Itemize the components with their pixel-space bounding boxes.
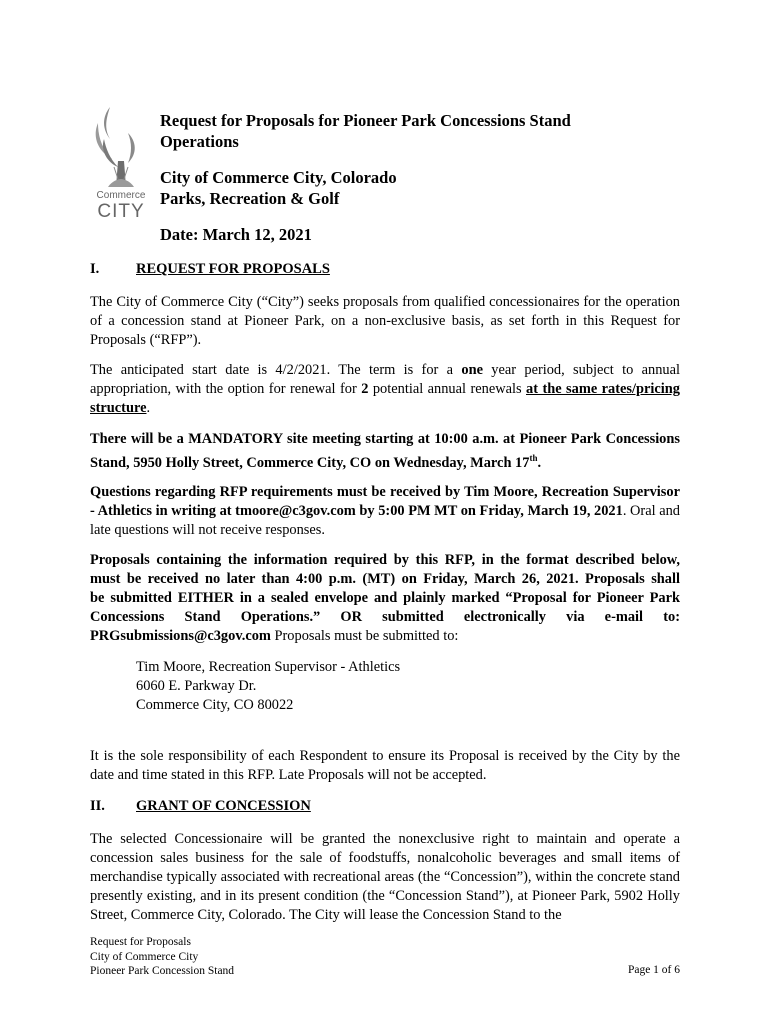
org-line-2: Parks, Recreation & Golf [160, 189, 340, 208]
org-line-1: City of Commerce City, Colorado [160, 168, 397, 187]
submission-instructions: Proposals containing the information required by this RFP, in the format described below, must be received no later than 4:00 p.m. (MT) on Friday, March 26, 2021. Proposals shall be submitted EITHER in a sealed envelope and plainly marked “Proposal for Pioneer Park Concessions Stand Operations.” OR submitted electronically via e-mail to: PRGsubmissions@c3gov.com Proposals must be submitted to: [90, 552, 680, 644]
commerce-city-logo [88, 103, 154, 225]
section-1-paragraph-2: The anticipated start date is 4/2/2021. The term is for a one year period, subject to annual appropriation, with the option for renewal for 2 potential annual renewals at the same rates/pricing structure. [90, 362, 680, 416]
page-footer: Request for Proposals City of Commerce City Pioneer Park Concession Stand [90, 936, 235, 977]
title-line-1: Request for Proposals for Pioneer Park Concessions Stand [160, 111, 571, 130]
section-1-title: REQUEST FOR PROPOSALS [136, 261, 330, 277]
address-line-2: 6060 E. Parkway Dr. [136, 678, 257, 694]
section-1-number: I. [90, 261, 100, 277]
document-date: Date: March 12, 2021 [160, 225, 312, 244]
section-2-paragraph-1: The selected Concessionaire will be granted the nonexclusive right to maintain and operate a concession sales business for the sale of foodstuffs, nonalcoholic beverages and small items of merchandise typically associated with recreational areas (the “Concession”), within the concrete stand presently existing, and in its present condition (the “Concession Stand”), at Pioneer Park, 5902 Holly Street, Commerce City, Colorado. The City will lease the Concession Stand to the [90, 831, 680, 923]
submission-email: PRGsubmissions@c3gov.com [90, 628, 271, 644]
address-line-3: Commerce City, CO 80022 [136, 697, 294, 713]
logo-word-city: CITY [97, 201, 145, 222]
section-1-paragraph-1: The City of Commerce City (“City”) seeks proposals from qualified concessionaires for the operation of a concession stand at Pioneer Park, on a non-exclusive basis, as set forth in this Request for Proposals (“RFP”). [90, 294, 680, 348]
section-2-number: II. [90, 798, 105, 814]
flame-icon [88, 103, 154, 193]
questions-deadline-notice: Questions regarding RFP requirements must be received by Tim Moore, Recreation Supervisor - Athletics in writing at tmoore@c3gov.com by 5:00 PM MT on Friday, March 19, 2021. Oral and late questions will not receive responses. [90, 484, 680, 538]
page-number: Page 1 of 6 [627, 964, 680, 976]
address-line-1: Tim Moore, Recreation Supervisor - Athletics [136, 659, 401, 675]
responsibility-paragraph: It is the sole responsibility of each Respondent to ensure its Proposal is received by the City by the date and time stated in this RFP. Late Proposals will not be accepted. [90, 748, 680, 783]
logo-word-commerce: Commerce [96, 190, 146, 201]
section-2-title: GRANT OF CONCESSION [136, 798, 311, 814]
title-line-2: Operations [160, 132, 239, 151]
site-meeting-notice: There will be a MANDATORY site meeting starting at 10:00 a.m. at Pioneer Park Concessions Stand, 5950 Holly Street, Commerce City, CO on Wednesday, March 17th. [90, 431, 680, 471]
